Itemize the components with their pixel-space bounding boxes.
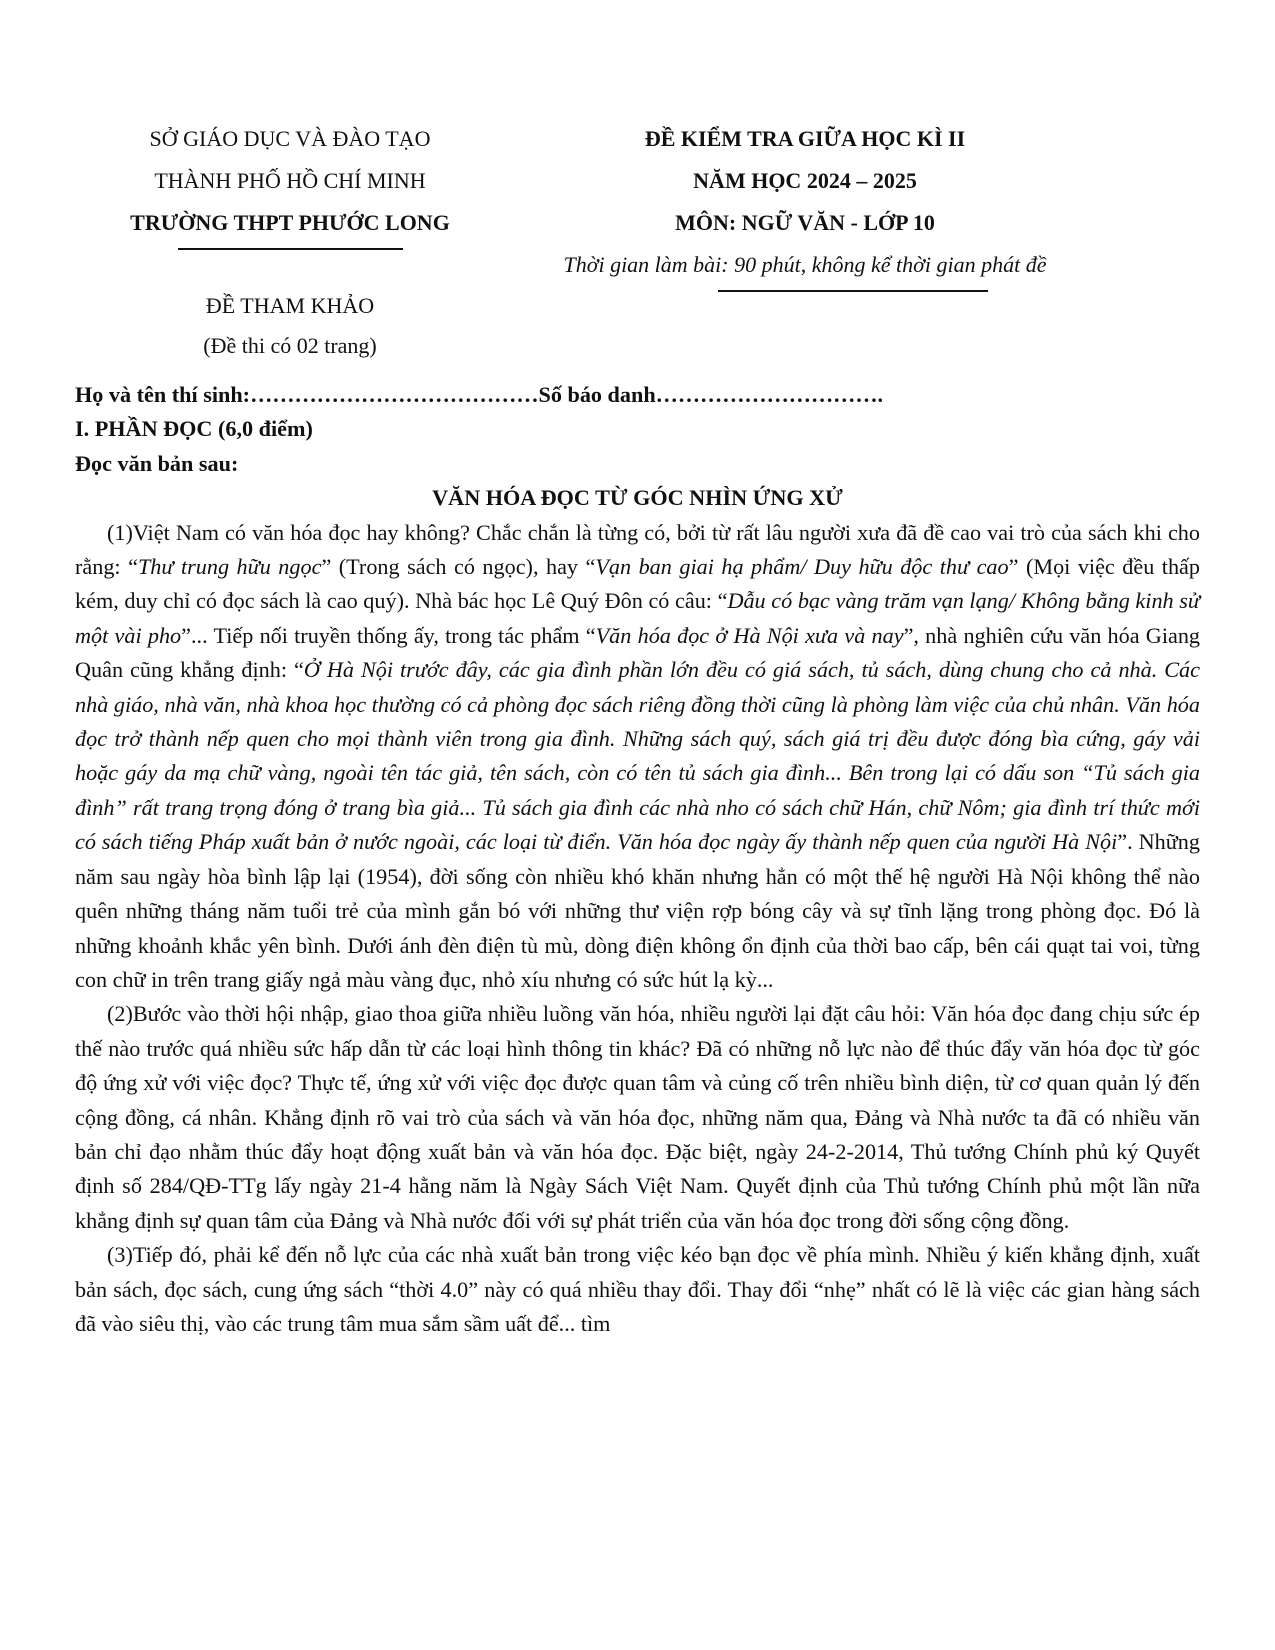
p1-text-6: ”. Những năm sau ngày hòa bình lập lại (1954), đời sống còn nhiều khó khăn nhưng hẳn có một thế hệ người Hà Nội không thể nào quên những tháng năm tuổi trẻ của mình gắn bó với những thư viện rợp bóng cây và sự tĩnh lặng trong phòng đọc. Đó là những khoảnh khắc yên bình. Dưới ánh đèn điện tù mù, dòng điện không ổn định của thời bao cấp, bên cái quạt tai voi, từng con chữ in trên trang giấy ngả màu vàng đục, nhỏ xíu nhưng có sức hút lạ kỳ...: [75, 829, 1200, 992]
school-name: TRƯỜNG THPT PHƯỚC LONG: [130, 210, 450, 235]
p1-text-3: ” (Mọi việc đều thấp kém, duy chỉ có đọc sách là cao quý). Nhà bác học Lê Quý Đôn có câu: “: [75, 554, 1200, 614]
id-dots: ………………………….: [655, 382, 884, 407]
page-count: (Đề thi có 02 trang): [203, 333, 377, 358]
department-name: SỞ GIÁO DỤC VÀ ĐÀO TẠO: [149, 126, 431, 151]
school-underline: [178, 248, 403, 250]
candidate-line: [75, 378, 1200, 412]
id-label: Số báo danh: [538, 382, 656, 407]
subject: MÔN: NGỮ VĂN - LỚP 10: [675, 210, 935, 235]
p1-quote-3: Dẫu có bạc vàng trăm vạn lạng/ Không bằng kinh sử một vài pho: [75, 588, 1200, 648]
name-dots: …………………………………: [250, 382, 539, 407]
paragraph-3: (3)Tiếp đó, phải kể đến nỗ lực của các nhà xuất bản trong việc kéo bạn đọc về phía mình. Nhiều ý kiến khẳng định, xuất bản sách, đọc sách, cung ứng sách “thời 4.0” này có quá nhiều thay đổi. Thay đổi “nhẹ” nhất có lẽ là việc các gian hàng sách đã vào siêu thị, vào các trung tâm mua sắm sầm uất để... tìm: [75, 1242, 1200, 1336]
passage-title: VĂN HÓA ĐỌC TỪ GÓC NHÌN ỨNG XỬ: [432, 485, 843, 511]
p1-quote-2: Vạn ban giai hạ phẩm/ Duy hữu độc thư cao: [595, 554, 1009, 580]
p1-quote-4: Văn hóa đọc ở Hà Nội xưa và nay: [595, 622, 904, 648]
header-left: [60, 118, 520, 250]
section-heading: I. PHẦN ĐỌC (6,0 điểm): [75, 416, 313, 442]
p1-text-1: (1)Việt Nam có văn hóa đọc hay không? Chắc chắn là từng có, bởi từ rất lâu người xưa đã đề cao vai trò của sách khi cho rằng: “: [75, 519, 1200, 580]
p1-quote-5: Ở Hà Nội trước đây, các gia đình phần lớn đều có giá sách, tủ sách, dùng chung cho cả nhà. Các nhà giáo, nhà văn, nhà khoa học thường có cả phòng đọc sách riêng đồng thời cũng là phòng làm việc của chủ nhân. Văn hóa đọc trở thành nếp quen cho mọi thành viên trong gia đình. Những sách quý, sách giá trị đều được đóng bìa cứng, gáy vải hoặc gáy da mạ chữ vàng, ngoài tên tác giả, tên sách, còn có tên tủ sách gia đình... Bên trong lại có dấu son “Tủ sách gia đình” rất trang trọng đóng ở trang bìa giả... Tủ sách gia đình các nhà nho có sách chữ Hán, chữ Nôm; gia đình trí thức mới có sách tiếng Pháp xuất bản ở nước ngoài, các loại từ điển. Văn hóa đọc ngày ấy thành nếp quen của người Hà Nội: [75, 657, 1201, 855]
reading-instruction: Đọc văn bản sau:: [75, 450, 239, 476]
p1-text-5: ”, nhà nghiên cứu văn hóa Giang Quân cũng khẳng định: “: [75, 622, 1201, 683]
time-note: Thời gian làm bài: 90 phút, không kể thời gian phát đề: [563, 252, 1047, 277]
p1-quote-1: Thư trung hữu ngọc: [137, 554, 322, 580]
exam-body: [75, 378, 1200, 1341]
exam-title: ĐỀ KIỂM TRA GIỮA HỌC KÌ II: [644, 126, 966, 151]
name-label: Họ và tên thí sinh:: [75, 382, 251, 407]
paragraph-2: (2)Bước vào thời hội nhập, giao thoa giữa nhiều luồng văn hóa, nhiều người lại đặt câu hỏi: Văn hóa đọc đang chịu sức ép thế nào trước quá nhiều sức hấp dẫn từ các loại hình thông tin khác? Đã có những nỗ lực nào để thúc đẩy văn hóa đọc từ góc độ ứng xử với việc đọc? Thực tế, ứng xử với việc đọc được quan tâm và củng cố trên nhiều bình diện, từ cơ quan quản lý đến cộng đồng, cá nhân. Khẳng định rõ vai trò của sách và văn hóa đọc, những năm qua, Đảng và Nhà nước ta đã có nhiều văn bản chỉ đạo nhằm thúc đẩy hoạt động xuất bản và văn hóa đọc. Đặc biệt, ngày 24-2-2014, Thủ tướng Chính phủ ký Quyết định số 284/QĐ-TTg lấy ngày 21-4 hằng năm là Ngày Sách Việt Nam. Quyết định của Thủ tướng Chính phủ một lần nữa khẳng định sự quan tâm của Đảng và Nhà nước đối với sự phát triển của văn hóa đọc trong đời sống cộng đồng.: [75, 1001, 1200, 1233]
p1-text-2: ” (Trong sách có ngọc), hay “: [321, 554, 596, 580]
time-underline: [718, 290, 988, 292]
city-name: THÀNH PHỐ HỒ CHÍ MINH: [154, 168, 426, 193]
exam-type-block: [60, 286, 520, 366]
header-right: [520, 118, 1090, 292]
exam-type: ĐỀ THAM KHẢO: [205, 293, 375, 318]
school-year: NĂM HỌC 2024 – 2025: [693, 168, 917, 193]
paragraph-1: [75, 516, 1200, 998]
p1-text-4: ”... Tiếp nối truyền thống ấy, trong tác phẩm “: [181, 622, 596, 648]
